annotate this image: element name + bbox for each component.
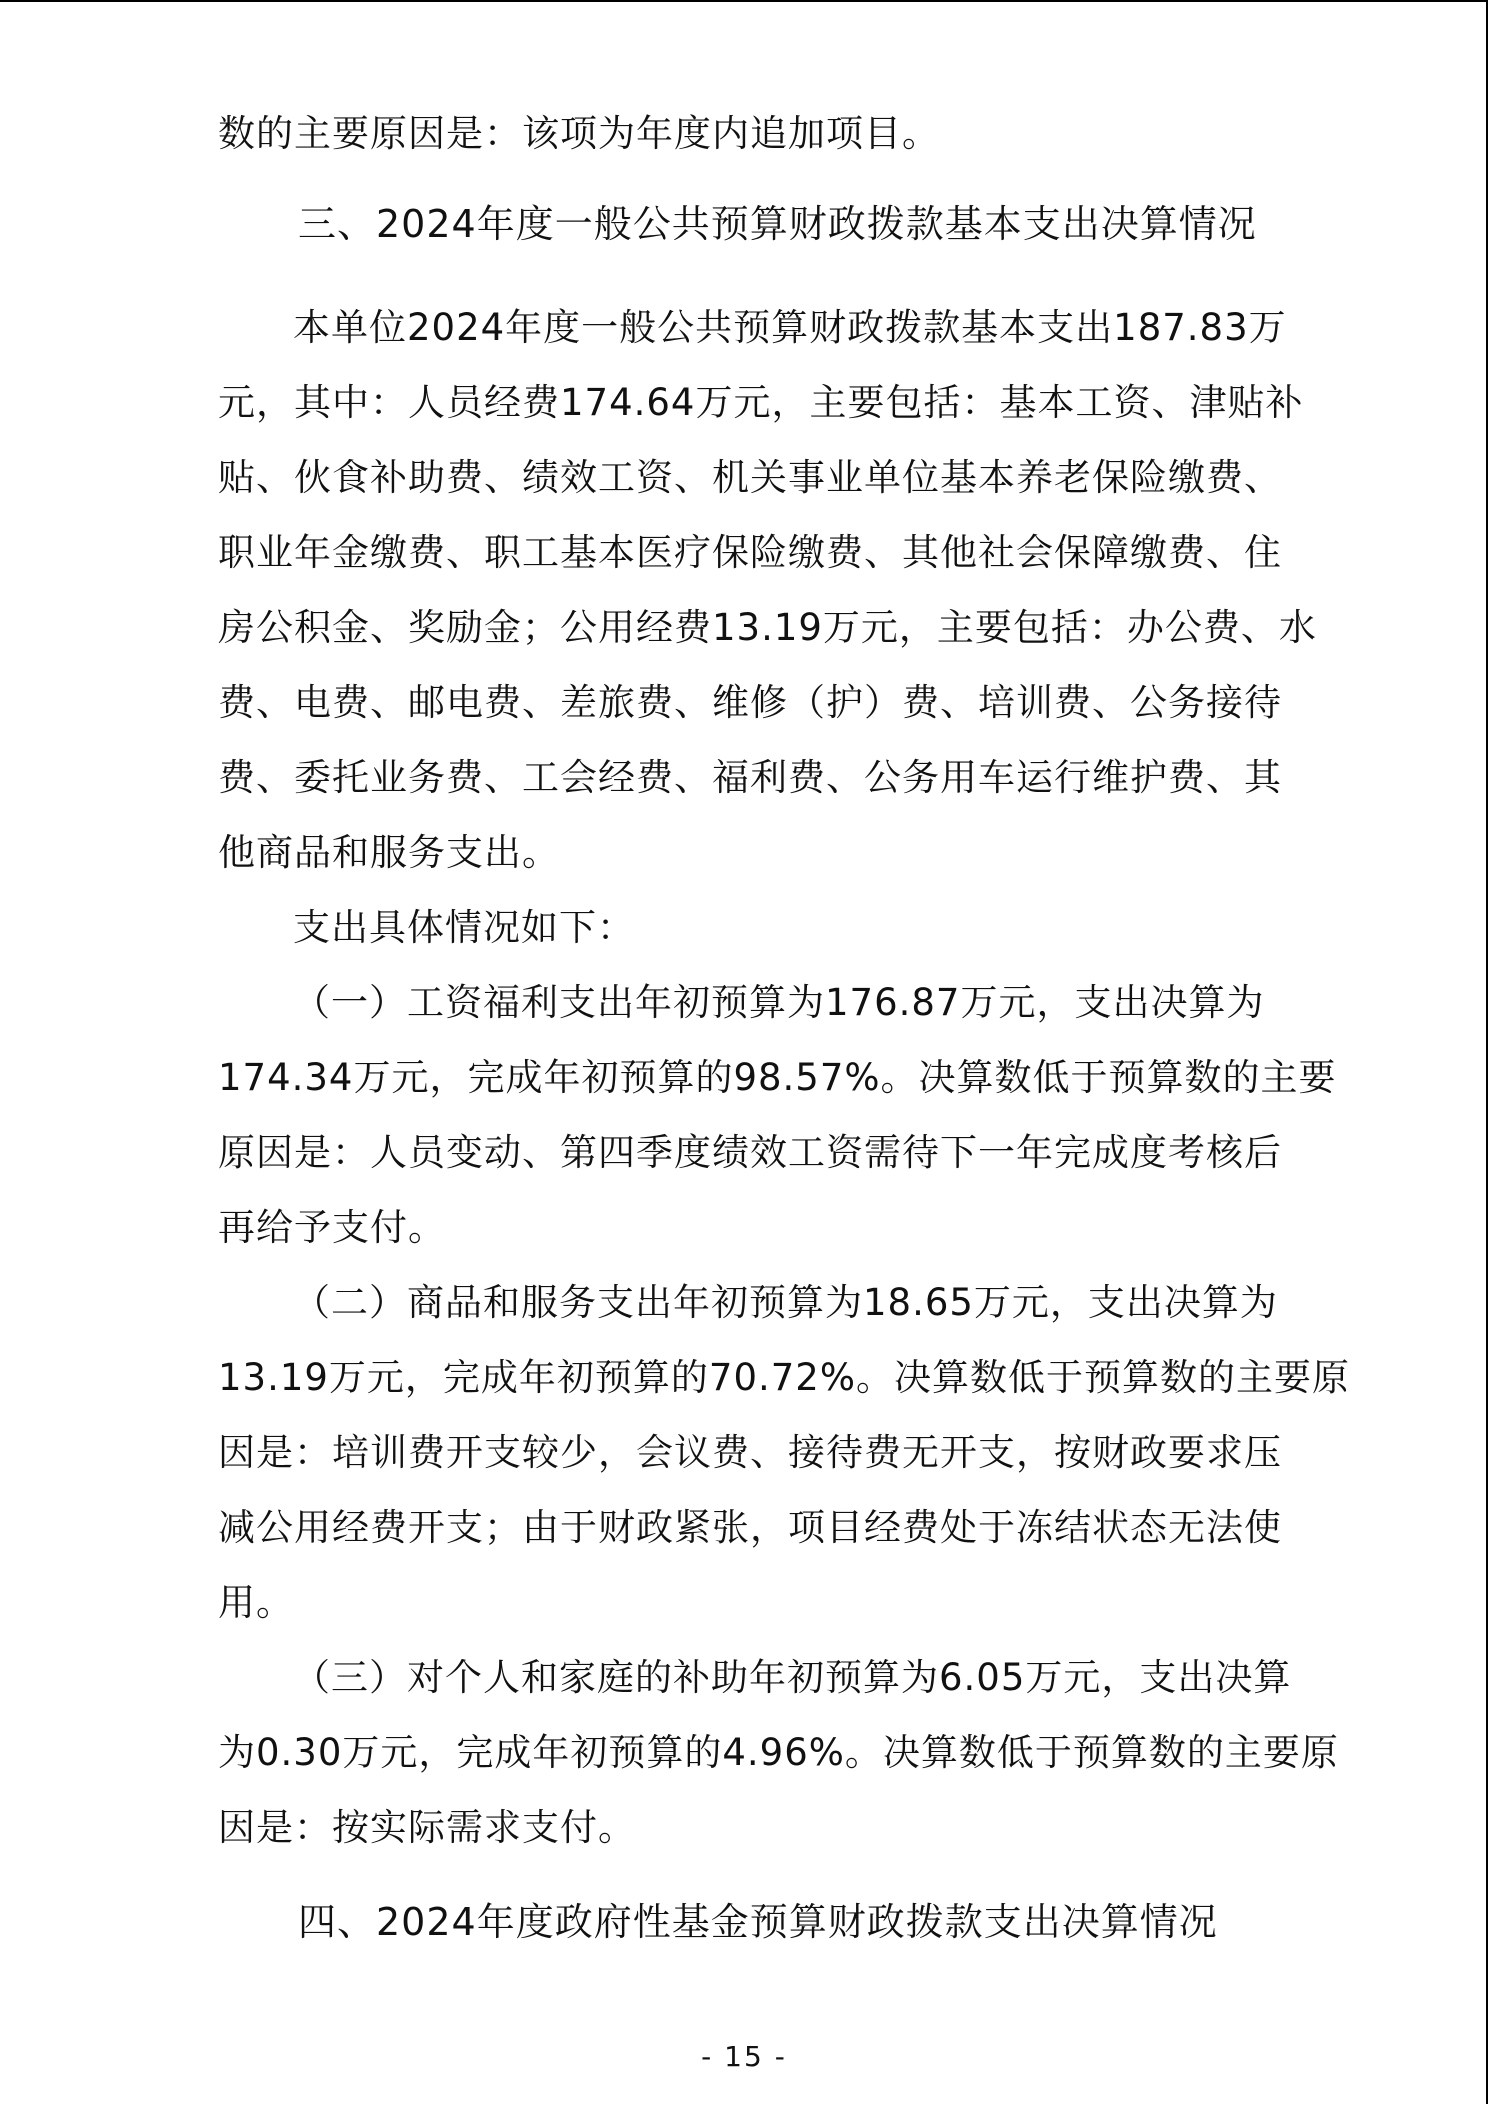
text-line: 数的主要原因是：该项为年度内追加项目。 — [218, 112, 940, 155]
paragraph-item-2 — [218, 1265, 1351, 1640]
text-line: 因是：培训费开支较少，会议费、接待费无开支，按财政要求压 — [218, 1431, 1282, 1474]
paragraph-intro: 支出具体情况如下： — [293, 906, 635, 949]
text-line: 减公用经费开支；由于财政紧张，项目经费处于冻结状态无法使 — [218, 1506, 1282, 1549]
text-line: 他商品和服务支出。 — [218, 831, 560, 874]
text-line: （二）商品和服务支出年初预算为18.65万元，支出决算为 — [293, 1281, 1278, 1324]
text-line: 174.34万元，完成年初预算的98.57%。决算数低于预算数的主要 — [218, 1056, 1337, 1099]
text-line: 职业年金缴费、职工基本医疗保险缴费、其他社会保障缴费、住 — [218, 531, 1282, 574]
text-line: 原因是：人员变动、第四季度绩效工资需待下一年完成度考核后 — [218, 1131, 1282, 1174]
text-line: 费、电费、邮电费、差旅费、维修（护）费、培训费、公务接待 — [218, 681, 1282, 724]
paragraph-basic-expenditure — [218, 290, 1317, 890]
text-line: 本单位2024年度一般公共预算财政拨款基本支出187.83万 — [293, 306, 1287, 349]
text-line: 因是：按实际需求支付。 — [218, 1806, 636, 1849]
text-line: 房公积金、奖励金；公用经费13.19万元，主要包括：办公费、水 — [218, 606, 1317, 649]
text-line: 贴、伙食补助费、绩效工资、机关事业单位基本养老保险缴费、 — [218, 456, 1282, 499]
text-line: 为0.30万元，完成年初预算的4.96%。决算数低于预算数的主要原 — [218, 1731, 1339, 1774]
page-top-border — [0, 0, 1488, 2]
page-number: - 15 - — [701, 2040, 787, 2073]
text-line: （一）工资福利支出年初预算为176.87万元，支出决算为 — [293, 981, 1265, 1024]
text-line: （三）对个人和家庭的补助年初预算为6.05万元，支出决算 — [293, 1656, 1292, 1699]
text-line: 用。 — [218, 1581, 294, 1624]
text-line: 13.19万元，完成年初预算的70.72%。决算数低于预算数的主要原 — [218, 1356, 1351, 1399]
document-body — [218, 96, 1351, 1960]
text-line: 再给予支付。 — [218, 1206, 446, 1249]
text-line: 元，其中：人员经费174.64万元，主要包括：基本工资、津贴补 — [218, 381, 1304, 424]
section-heading-4: 四、2024年度政府性基金预算财政拨款支出决算情况 — [298, 1900, 1218, 1944]
section-heading-3: 三、2024年度一般公共预算财政拨款基本支出决算情况 — [298, 202, 1257, 246]
paragraph-item-1 — [218, 965, 1337, 1265]
text-line: 费、委托业务费、工会经费、福利费、公务用车运行维护费、其 — [218, 756, 1282, 799]
paragraph-item-3 — [218, 1640, 1339, 1865]
